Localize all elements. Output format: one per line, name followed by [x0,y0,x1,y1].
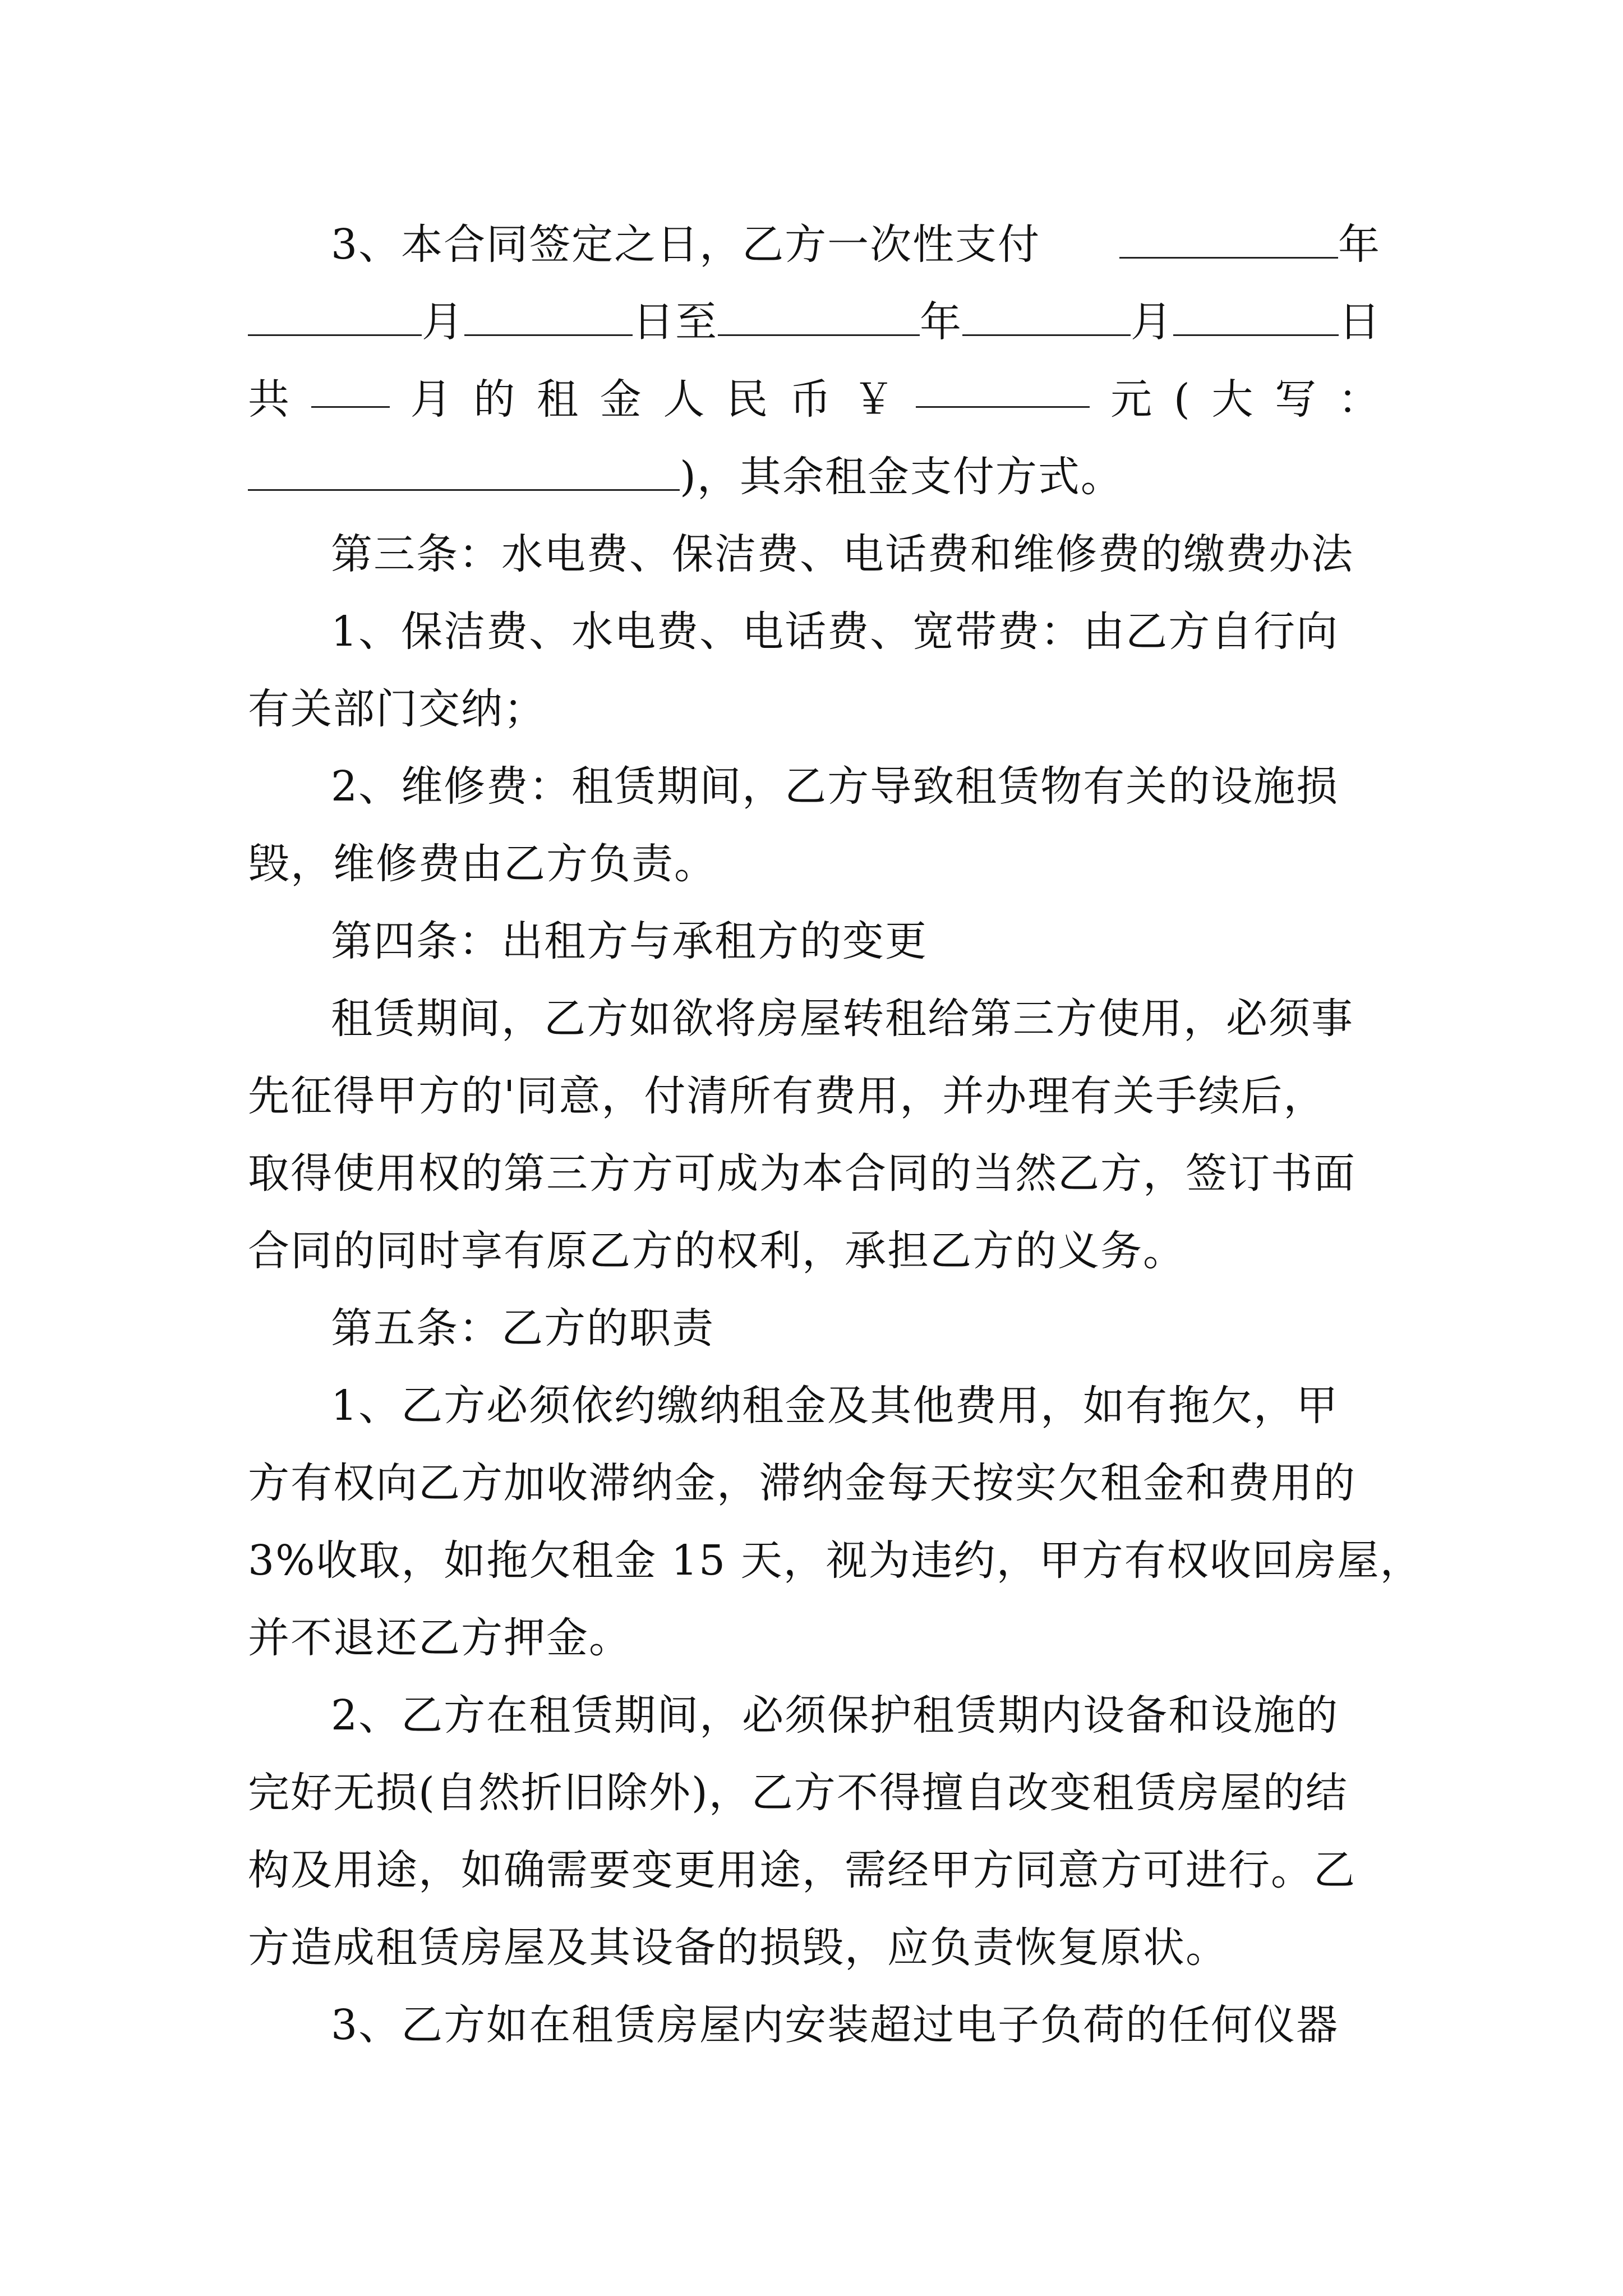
clause-5-item-2-line: 完好无损(自然折旧除外)，乙方不得擅自改变租赁房屋的结 [248,1769,1348,1817]
rent-payment-line-2: 月 日至 年 月 日 [248,294,1381,350]
clause-3-item-1-line: 有关部门交纳； [248,685,546,733]
clause-5-item-1-line: 方有权向乙方加收滞纳金，滞纳金每天按实欠租金和费用的 [248,1459,1356,1507]
clause-5-heading: 第五条：乙方的职责 [331,1304,714,1352]
clause-3-item-1-line: 1、保洁费、水电费、电话费、宽带费：由乙方自行向 [331,608,1339,656]
clause-5-item-2-line: 2、乙方在租赁期间，必须保护租赁期内设备和设施的 [331,1691,1339,1740]
blank-field [718,300,920,336]
clause-4-paragraph-line: 取得使用权的第三方方可成为本合同的当然乙方，签订书面 [248,1149,1356,1198]
clause-4-heading: 第四条：出租方与承租方的变更 [331,917,928,965]
clause-3-item-2-line: 2、维修费：租赁期间，乙方导致租赁物有关的设施损 [331,762,1339,811]
blank-field [248,454,680,491]
clause-5-item-1-line: 3%收取，如拖欠租金 15 天，视为违约，甲方有权收回房屋， [248,1536,1423,1585]
clause-4-paragraph-line: 先征得甲方的'同意，付清所有费用，并办理有关手续后， [248,1072,1326,1120]
clause-5-item-2-line: 方造成租赁房屋及其设备的损毁，应负责恢复原状。 [248,1924,1228,1972]
clause-3-heading: 第三条：水电费、保洁费、电话费和维修费的缴费办法 [331,530,1354,578]
clause-5-item-1-line: 并不退还乙方押金。 [248,1614,631,1662]
clause-5-item-3-line: 3、乙方如在租赁房屋内安装超过电子负荷的任何仪器 [331,2001,1339,2049]
rent-payment-line-3: 共 月 的 租 金 人 民 币 ￥ 元 ( 大 写 ： [248,371,1381,427]
clause-5-item-1-line: 1、乙方必须依约缴纳租金及其他费用，如有拖欠，甲 [331,1382,1339,1430]
rent-payment-line-1: 3、本合同签定之日，乙方一次性支付 年 [331,220,1381,269]
blank-field [962,300,1131,336]
rent-payment-line-4: )，其余租金支付方式。 [248,449,1381,505]
blank-field [248,300,422,336]
clause-3-item-2-line: 毁，维修费由乙方负责。 [248,840,717,888]
clause-4-paragraph-line: 合同的同时享有原乙方的权利，承担乙方的义务。 [248,1227,1186,1275]
blank-field [1173,300,1339,336]
blank-field [916,371,1090,408]
blank-field [1119,222,1338,259]
clause-5-item-2-line: 构及用途，如确需要变更用途，需经甲方同意方可进行。乙 [248,1846,1356,1894]
clause-4-paragraph-line: 租赁期间，乙方如欲将房屋转租给第三方使用，必须事 [331,995,1354,1043]
blank-field [311,371,390,408]
blank-field [464,300,633,336]
